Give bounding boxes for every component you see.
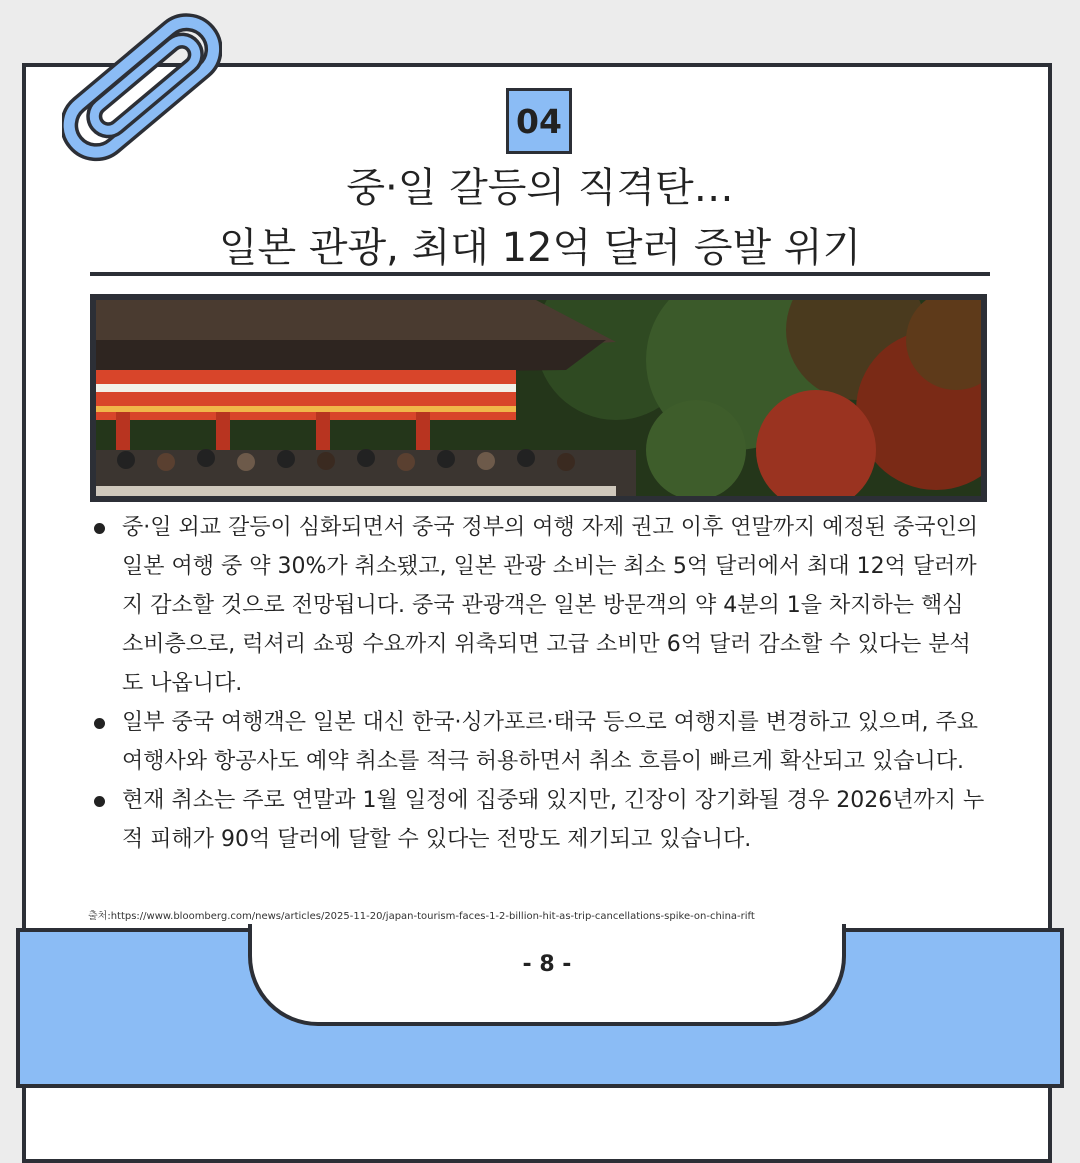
bullet-list bbox=[88, 508, 988, 859]
source-citation: 출처:https://www.bloomberg.com/news/articles/2025-11-20/japan-tourism-faces-1-2-billion-hit-as-trip-cancellations-spike-on-china-rift bbox=[88, 911, 755, 922]
paperclip-icon bbox=[62, 8, 222, 168]
section-number: 04 bbox=[516, 101, 562, 141]
bullet-dot-icon bbox=[94, 718, 105, 729]
bullet-text: 일부 중국 여행객은 일본 대신 한국·싱가포르·태국 등으로 여행지를 변경하고 있으며, 주요 여행사와 항공사도 예약 취소를 적극 허용하면서 취소 흐름이 빠르게 확산되고 있습니다. bbox=[122, 710, 978, 774]
temple-photo bbox=[90, 294, 987, 502]
bullet-item bbox=[88, 508, 988, 703]
bullet-text: 현재 취소는 주로 연말과 1월 일정에 집중돼 있지만, 긴장이 장기화될 경우 2026년까지 누적 피해가 90억 달러에 달할 수 있다는 전망도 제기되고 있습니다. bbox=[122, 788, 985, 852]
page-title-line-1: 중·일 갈등의 직격탄… bbox=[346, 165, 734, 211]
bullet-dot-icon bbox=[94, 796, 105, 807]
bullet-dot-icon bbox=[94, 523, 105, 534]
page-title-line-2: 일본 관광, 최대 12억 달러 증발 위기 bbox=[218, 225, 862, 271]
title-divider bbox=[90, 272, 990, 276]
section-number-badge bbox=[506, 88, 572, 154]
bullet-item bbox=[88, 781, 988, 859]
page-number: - 8 - bbox=[522, 952, 572, 977]
bullet-text: 중·일 외교 갈등이 심화되면서 중국 정부의 여행 자제 권고 이후 연말까지 예정된 중국인의 일본 여행 중 약 30%가 취소됐고, 일본 관광 소비는 최소 5억 달러에서 최대 12억 달러까지 감소할 것으로 전망됩니다. 중국 관광객은 일본 방문객의 약 4분의 1을 차지하는 핵심 소비층으로, 럭셔리 쇼핑 수요까지 위축되면 고급 소비만 6억 달러 감소할 수 있다는 분석도 나옵니다. bbox=[122, 515, 978, 696]
bullet-item bbox=[88, 703, 988, 781]
